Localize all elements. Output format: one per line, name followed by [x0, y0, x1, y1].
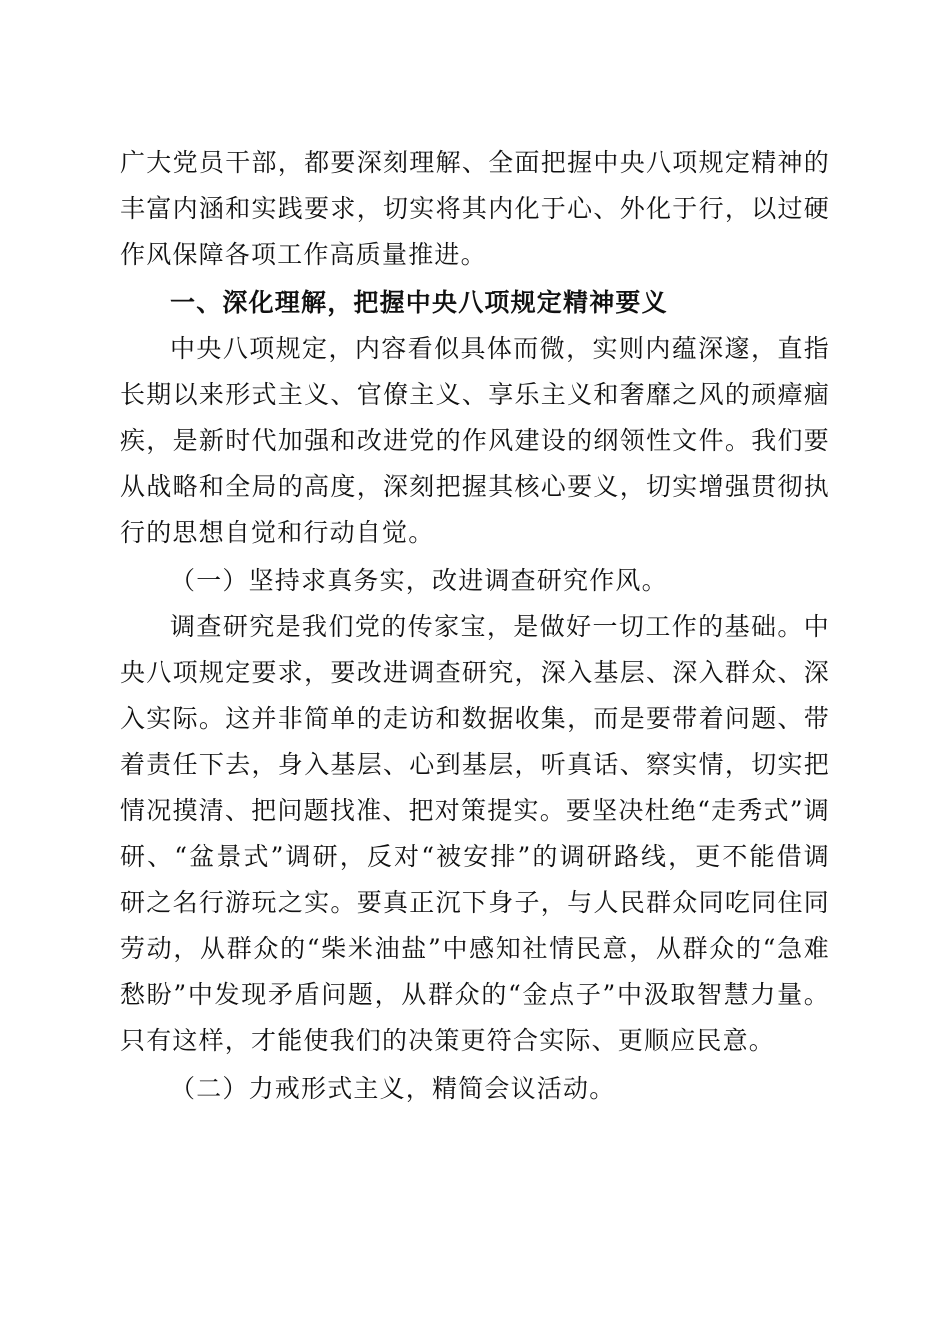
body-paragraph-2: 中央八项规定，内容看似具体而微，实则内蕴深邃，直指长期以来形式主义、官僚主义、享乐主义和奢靡之风的顽瘴痼疾，是新时代加强和改进党的作风建设的纲领性文件。我们要从战略和全局的高度，深刻把握其核心要义，切实增强贯彻执行的思想自觉和行动自觉。: [120, 334, 830, 547]
subsection-heading-1: （一）坚持求真务实，改进调查研究作风。: [170, 566, 668, 595]
document-body: [120, 140, 830, 1112]
body-paragraph-3: 调查研究是我们党的传家宝，是做好一切工作的基础。中央八项规定要求，要改进调查研究，深入基层、深入群众、深入实际。这并非简单的走访和数据收集，而是要带着问题、带着责任下去，身入基层、心到基层，听真话、察实情，切实把情况摸清、把问题找准、把对策提实。要坚决杜绝“走秀式”调研、“盆景式”调研，反对“被安排”的调研路线，更不能借调研之名行游玩之实。要真正沉下身子，与人民群众同吃同住同劳动，从群众的“柴米油盐”中感知社情民意，从群众的“急难愁盼”中发现矛盾问题，从群众的“金点子”中汲取智慧力量。只有这样，才能使我们的决策更符合实际、更顺应民意。: [120, 612, 830, 1055]
section-heading-1: 一、深化理解，把握中央八项规定精神要义: [170, 288, 668, 317]
subsection-heading-2: （二）力戒形式主义，精简会议活动。: [170, 1074, 616, 1103]
body-paragraph-1: 广大党员干部，都要深刻理解、全面把握中央八项规定精神的丰富内涵和实践要求，切实将其内化于心、外化于行，以过硬作风保障各项工作高质量推进。: [120, 148, 830, 269]
